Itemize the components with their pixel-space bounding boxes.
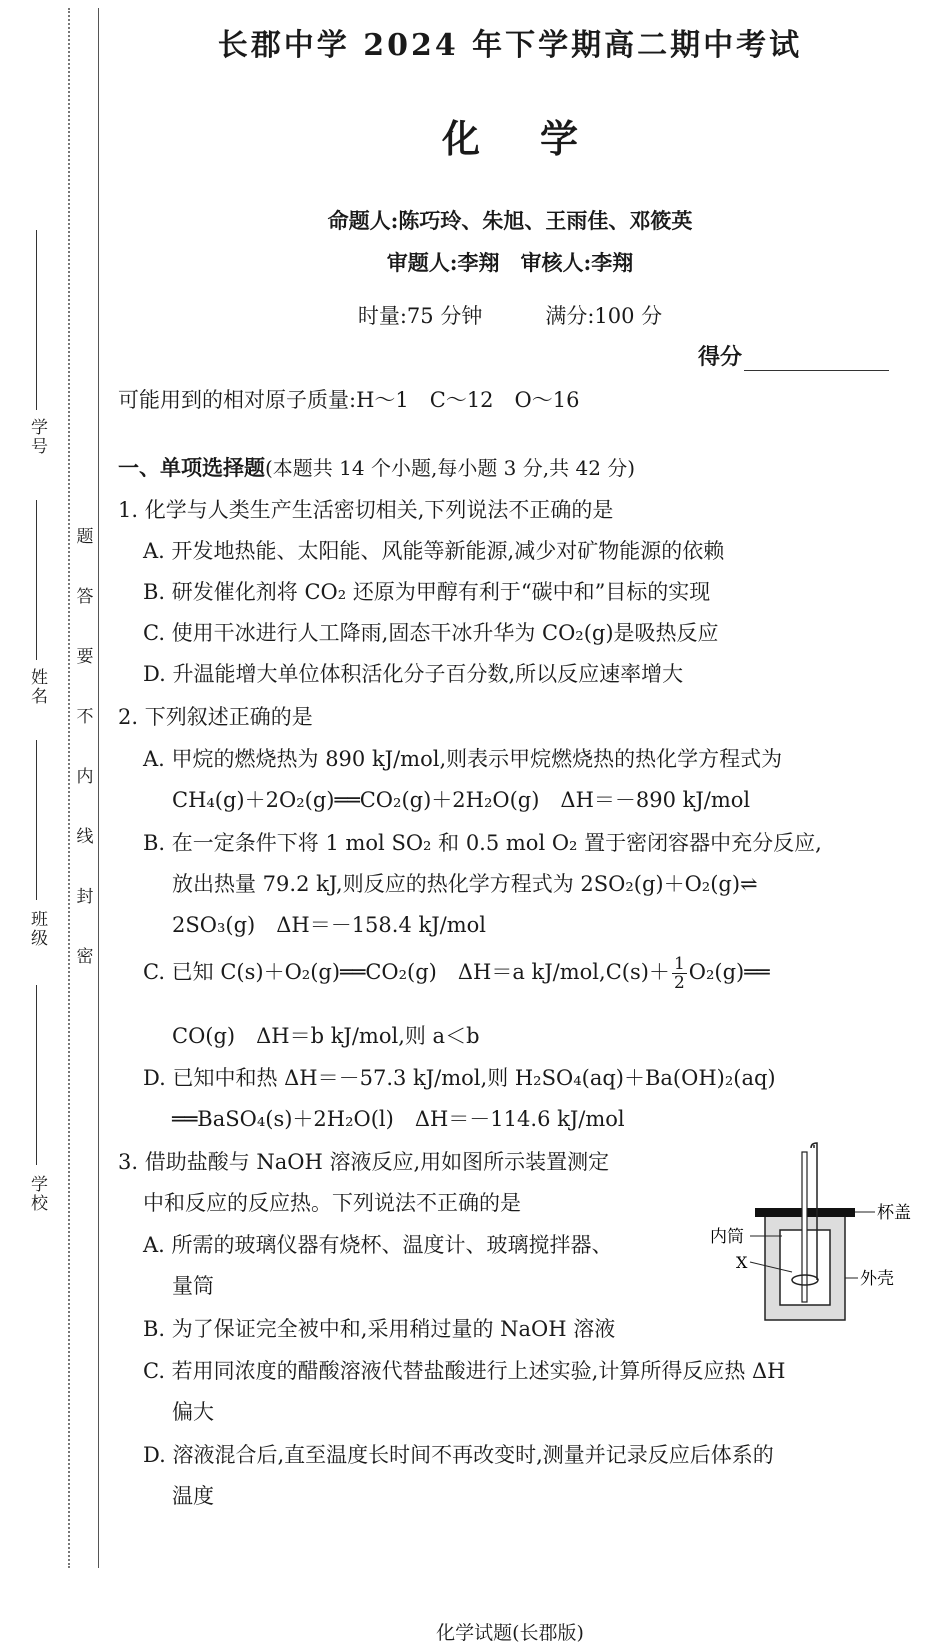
name-blank bbox=[36, 500, 37, 660]
q3-option-c: C. 若用同浓度的醋酸溶液代替盐酸进行上述实验,计算所得反应热 ΔH bbox=[143, 1359, 786, 1383]
score-blank bbox=[744, 350, 889, 371]
outer-label: 外壳 bbox=[860, 1269, 894, 1289]
q3-option-a-line2: 量筒 bbox=[172, 1274, 214, 1298]
field-label-name: 姓名 bbox=[27, 668, 47, 706]
calorimeter-figure bbox=[710, 1140, 911, 1340]
q3-option-a: A. 所需的玻璃仪器有烧杯、温度计、玻璃搅拌器、 bbox=[143, 1233, 613, 1257]
seal-char: 内 bbox=[76, 767, 94, 787]
class-blank bbox=[36, 740, 37, 900]
q2-option-b-line2: 放出热量 79.2 kJ,则反应的热化学方程式为 2SO₂(g)＋O₂(g)⇌ bbox=[172, 872, 758, 896]
score-label: 得分 bbox=[698, 344, 743, 370]
fraction-denominator: 2 bbox=[673, 973, 685, 993]
fraction-numerator: 1 bbox=[673, 954, 685, 974]
question-2-stem: 2. 下列叙述正确的是 bbox=[118, 705, 313, 729]
fraction-one-half bbox=[672, 955, 687, 992]
question-3-stem: 3. 借助盐酸与 NaOH 溶液反应,用如图所示装置测定 bbox=[118, 1150, 610, 1174]
seal-char: 封 bbox=[76, 887, 94, 907]
q3-option-d-line2: 温度 bbox=[172, 1484, 214, 1508]
reviewers-line: 审题人:李翔 审核人:李翔 bbox=[386, 250, 634, 275]
thermometer-shape bbox=[802, 1152, 807, 1302]
q2-option-a-equation: CH₄(g)＋2O₂(g)══CO₂(g)＋2H₂O(g) ΔH＝－890 kJ/mol bbox=[172, 788, 751, 812]
section-title: 一、单项选择题 bbox=[118, 455, 265, 480]
q1-option-d: D. 升温能增大单位体积活化分子百分数,所以反应速率增大 bbox=[143, 662, 684, 686]
field-label-student-id: 学号 bbox=[27, 418, 47, 456]
q3-option-c-line2: 偏大 bbox=[172, 1400, 214, 1424]
seal-char: 要 bbox=[76, 647, 94, 667]
seal-char: 不 bbox=[76, 707, 94, 727]
seal-char: 答 bbox=[76, 587, 94, 607]
solid-binding-line bbox=[98, 8, 99, 1568]
score-field bbox=[698, 340, 889, 371]
inner-label: 内筒 bbox=[710, 1227, 744, 1247]
authors-line: 命题人:陈巧玲、朱旭、王雨佳、邓筱英 bbox=[327, 208, 693, 233]
lid-label: 杯盖 bbox=[877, 1203, 911, 1223]
subject-title: 化学 bbox=[441, 116, 638, 161]
atomic-masses: 可能用到的相对原子质量:H～1 C～12 O～16 bbox=[118, 388, 580, 412]
q2-option-c-line2: CO(g) ΔH＝b kJ/mol,则 a＜b bbox=[172, 1024, 480, 1048]
field-label-class: 班级 bbox=[27, 910, 47, 948]
q2-option-c-part2: O₂(g)══ bbox=[688, 960, 770, 984]
q2-option-b: B. 在一定条件下将 1 mol SO₂ 和 0.5 mol O₂ 置于密闭容器中充分反应, bbox=[143, 831, 822, 855]
student-id-blank bbox=[36, 230, 37, 410]
section-note: (本题共 14 个小题,每小题 3 分,共 42 分) bbox=[265, 456, 636, 480]
exam-title: 长郡中学 2024 年下学期高二期中考试 bbox=[217, 28, 803, 63]
q1-option-a: A. 开发地热能、太阳能、风能等新能源,减少对矿物能源的依赖 bbox=[143, 539, 725, 563]
exam-info: 时量:75 分钟 满分:100 分 bbox=[357, 304, 663, 328]
q2-option-b-line3: 2SO₃(g) ΔH＝－158.4 kJ/mol bbox=[172, 913, 486, 937]
q1-option-b: B. 研发催化剂将 CO₂ 还原为甲醇有利于“碳中和”目标的实现 bbox=[143, 580, 711, 604]
q3-option-d: D. 溶液混合后,直至温度长时间不再改变时,测量并记录反应后体系的 bbox=[143, 1443, 774, 1467]
section-heading bbox=[118, 452, 635, 482]
q1-option-c: C. 使用干冰进行人工降雨,固态干冰升华为 CO₂(g)是吸热反应 bbox=[143, 621, 719, 645]
q2-option-c bbox=[143, 955, 770, 992]
q3-option-b: B. 为了保证完全被中和,采用稍过量的 NaOH 溶液 bbox=[143, 1317, 616, 1341]
question-1-stem: 1. 化学与人类生产生活密切相关,下列说法不正确的是 bbox=[118, 498, 614, 522]
q2-option-a: A. 甲烷的燃烧热为 890 kJ/mol,则表示甲烷燃烧热的热化学方程式为 bbox=[143, 747, 783, 771]
q2-option-d-line2: ══BaSO₄(s)＋2H₂O(l) ΔH＝－114.6 kJ/mol bbox=[172, 1107, 625, 1131]
seal-char: 题 bbox=[76, 527, 94, 547]
x-label: X bbox=[736, 1253, 748, 1272]
school-blank bbox=[36, 985, 37, 1165]
q2-option-d: D. 已知中和热 ΔH＝－57.3 kJ/mol,则 H₂SO₄(aq)＋Ba(OH)₂(aq) bbox=[143, 1066, 776, 1090]
field-label-school: 学校 bbox=[27, 1175, 47, 1213]
dotted-binding-line bbox=[68, 8, 70, 1568]
seal-char: 密 bbox=[76, 947, 94, 967]
page-footer: 化学试题(长郡版) bbox=[436, 1622, 584, 1644]
seal-char: 线 bbox=[76, 827, 94, 847]
q2-option-c-part1: C. 已知 C(s)＋O₂(g)══CO₂(g) ΔH＝a kJ/mol,C(s)＋ bbox=[143, 960, 670, 984]
question-3-stem-line2: 中和反应的反应热。下列说法不正确的是 bbox=[143, 1191, 521, 1215]
